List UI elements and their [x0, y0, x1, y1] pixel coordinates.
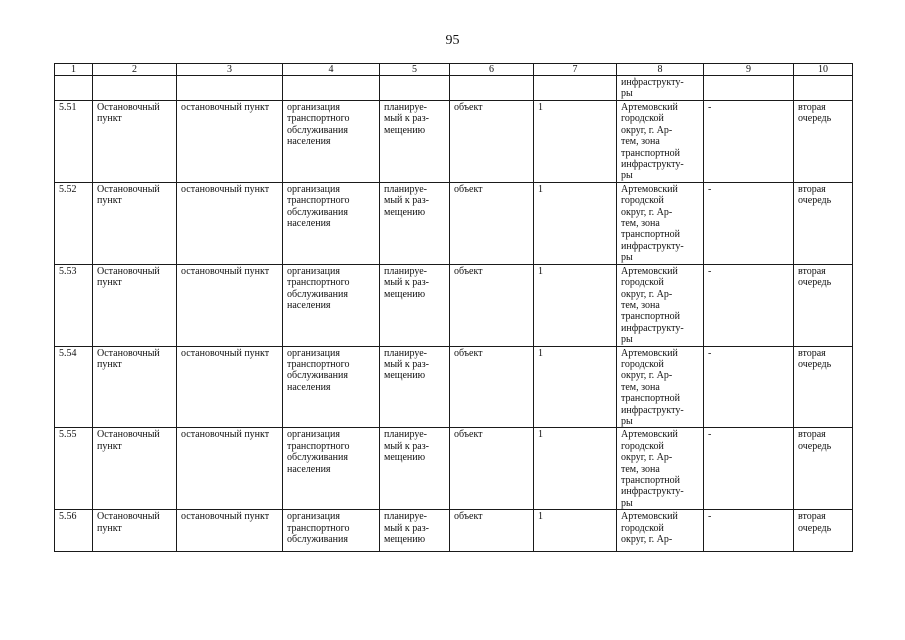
column-header: 1 — [55, 64, 93, 76]
table-cell — [704, 76, 794, 101]
table-cell: Остановочный пункт — [93, 264, 177, 346]
table-cell: - — [704, 182, 794, 264]
table-cell: объект — [450, 182, 534, 264]
table-cell — [55, 76, 93, 101]
table-cell: организация транспортного обслуживания населения — [283, 346, 380, 428]
table-cell: - — [704, 264, 794, 346]
table-cell: планируе- мый к раз- мещению — [380, 428, 450, 510]
table-cell: объект — [450, 428, 534, 510]
table-cell: Остановочный пункт — [93, 346, 177, 428]
table-cell: 1 — [534, 428, 617, 510]
table-cell: вторая очередь — [794, 428, 853, 510]
table-cell: - — [704, 346, 794, 428]
column-header: 4 — [283, 64, 380, 76]
table-row — [55, 182, 853, 264]
table-cell: вторая очередь — [794, 182, 853, 264]
page-number: 95 — [445, 33, 460, 48]
column-header: 5 — [380, 64, 450, 76]
table-cell: Артемовский городской округ, г. Ар- тем, зона транспортной инфраструкту- ры — [617, 264, 704, 346]
table-cell: остановочный пункт — [177, 346, 283, 428]
table-cell: планируе- мый к раз- мещению — [380, 101, 450, 183]
table-cell: организация транспортного обслуживания населения — [283, 428, 380, 510]
table-cell: объект — [450, 101, 534, 183]
column-header: 7 — [534, 64, 617, 76]
row-number: 5.55 — [55, 428, 93, 510]
table-cell: 1 — [534, 101, 617, 183]
table-cell: 1 — [534, 510, 617, 552]
column-header: 10 — [794, 64, 853, 76]
table-cell: 1 — [534, 182, 617, 264]
table-cell: организация транспортного обслуживания — [283, 510, 380, 552]
table-cell: инфраструкту- ры — [617, 76, 704, 101]
table-cell: остановочный пункт — [177, 428, 283, 510]
table-cell — [177, 76, 283, 101]
table-cell: вторая очередь — [794, 264, 853, 346]
table-cell — [534, 76, 617, 101]
continuation-row — [55, 76, 853, 101]
table-cell: Артемовский городской округ, г. Ар- тем, зона транспортной инфраструкту- ры — [617, 101, 704, 183]
table-cell: - — [704, 428, 794, 510]
table-cell: - — [704, 101, 794, 183]
table-cell: планируе- мый к раз- мещению — [380, 182, 450, 264]
table-cell: 1 — [534, 346, 617, 428]
table-cell: - — [704, 510, 794, 552]
column-header: 8 — [617, 64, 704, 76]
table-cell: 1 — [534, 264, 617, 346]
row-number: 5.51 — [55, 101, 93, 183]
table-cell: планируе- мый к раз- мещению — [380, 510, 450, 552]
table-cell — [283, 76, 380, 101]
table-cell: остановочный пункт — [177, 264, 283, 346]
table-cell: вторая очередь — [794, 510, 853, 552]
table-cell — [794, 76, 853, 101]
column-header: 2 — [93, 64, 177, 76]
objects-table — [54, 63, 853, 552]
table-cell: организация транспортного обслуживания населения — [283, 101, 380, 183]
table-row — [55, 428, 853, 510]
column-header: 3 — [177, 64, 283, 76]
column-header: 6 — [450, 64, 534, 76]
table-cell: остановочный пункт — [177, 182, 283, 264]
table-cell: Артемовский городской округ, г. Ар- тем, зона транспортной инфраструкту- ры — [617, 346, 704, 428]
table-cell: организация транспортного обслуживания населения — [283, 264, 380, 346]
table-cell: Артемовский городской округ, г. Ар- — [617, 510, 704, 552]
table-cell: вторая очередь — [794, 346, 853, 428]
table-cell — [93, 76, 177, 101]
table-cell: объект — [450, 264, 534, 346]
table-cell: организация транспортного обслуживания населения — [283, 182, 380, 264]
table-cell: Артемовский городской округ, г. Ар- тем, зона транспортной инфраструкту- ры — [617, 428, 704, 510]
table-cell: остановочный пункт — [177, 101, 283, 183]
table-row — [55, 346, 853, 428]
table-cell — [380, 76, 450, 101]
table-cell: планируе- мый к раз- мещению — [380, 264, 450, 346]
table-cell: вторая очередь — [794, 101, 853, 183]
table-cell: Остановочный пункт — [93, 510, 177, 552]
table-cell: планируе- мый к раз- мещению — [380, 346, 450, 428]
table-cell: Остановочный пункт — [93, 101, 177, 183]
table-cell: объект — [450, 510, 534, 552]
table-row — [55, 101, 853, 183]
table-cell: остановочный пункт — [177, 510, 283, 552]
table-cell: Остановочный пункт — [93, 428, 177, 510]
table-cell: объект — [450, 346, 534, 428]
row-number: 5.56 — [55, 510, 93, 552]
row-number: 5.54 — [55, 346, 93, 428]
table-row — [55, 264, 853, 346]
table-row — [55, 510, 853, 552]
row-number: 5.52 — [55, 182, 93, 264]
row-number: 5.53 — [55, 264, 93, 346]
table-cell: Артемовский городской округ, г. Ар- тем, зона транспортной инфраструкту- ры — [617, 182, 704, 264]
table-cell — [450, 76, 534, 101]
column-header: 9 — [704, 64, 794, 76]
table-header — [55, 64, 853, 76]
table-cell: Остановочный пункт — [93, 182, 177, 264]
